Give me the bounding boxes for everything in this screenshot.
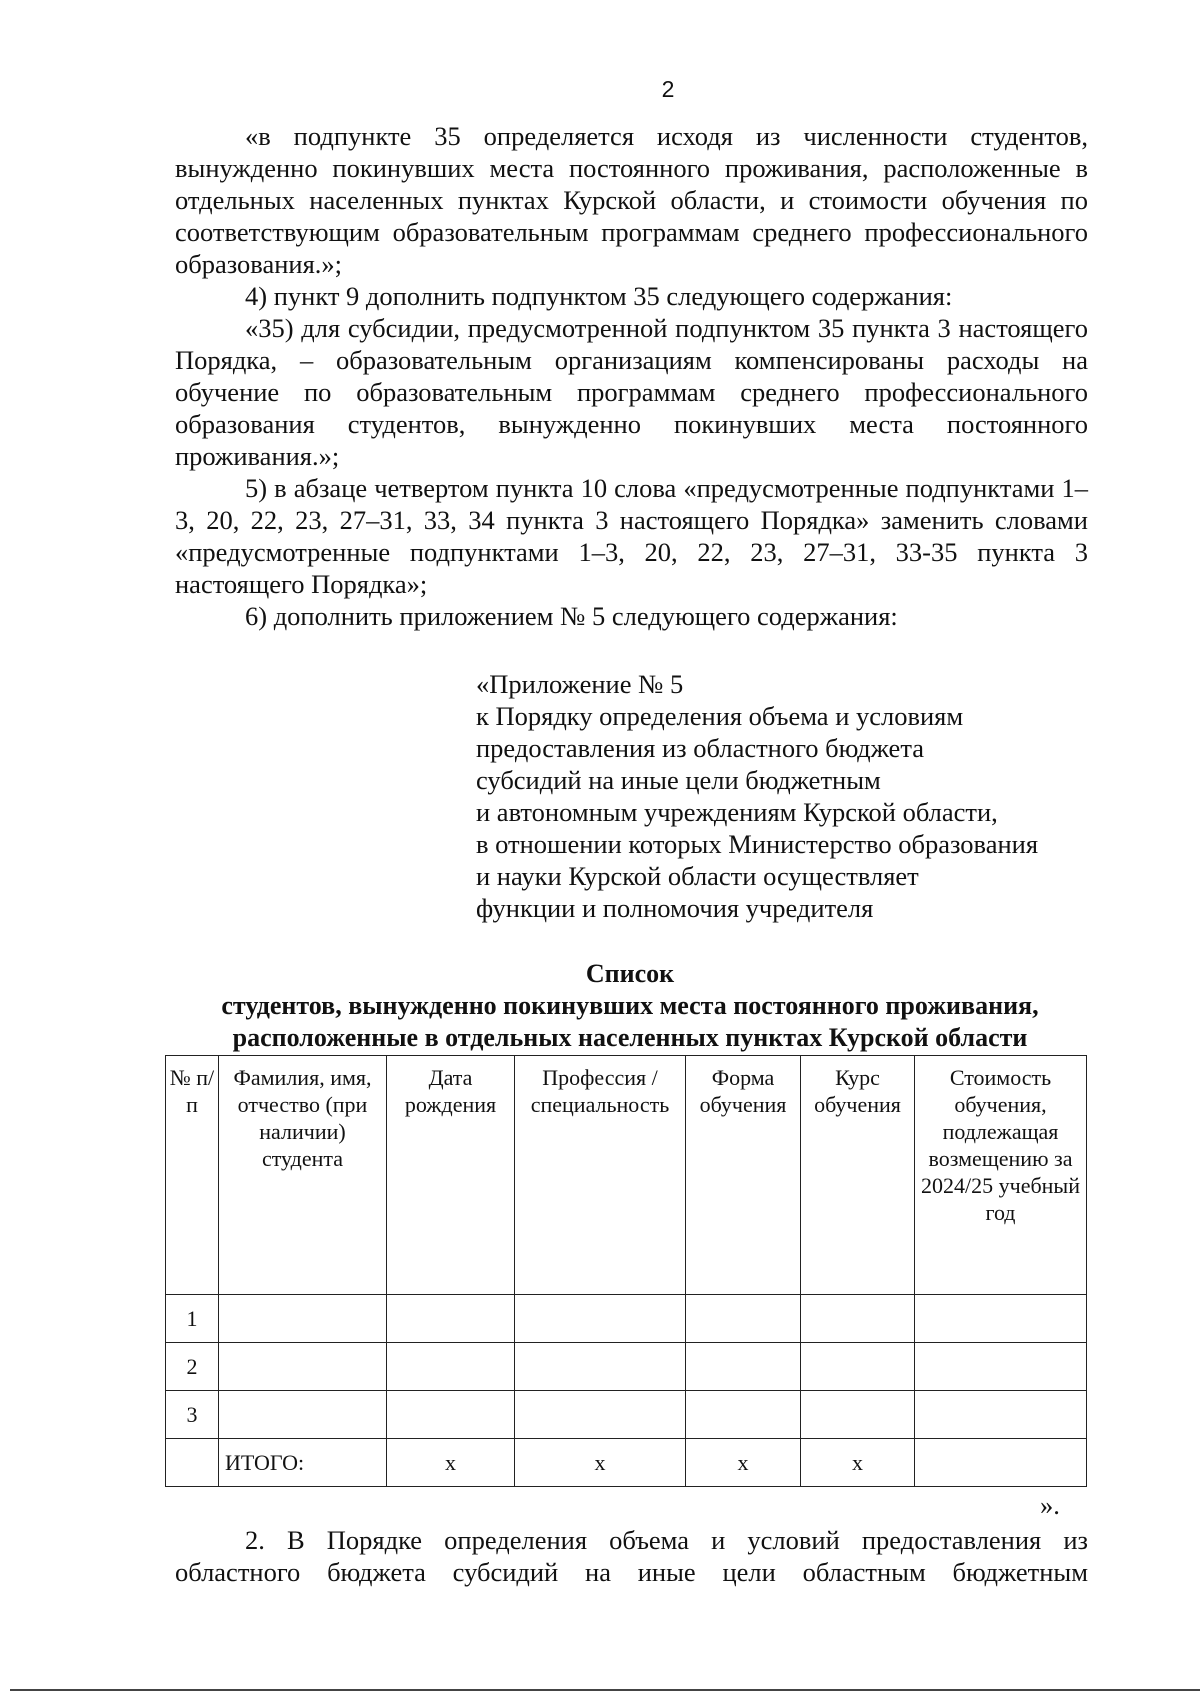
table-cell (686, 1343, 801, 1391)
header-number: № п/п (166, 1056, 219, 1295)
table-row (166, 1391, 1087, 1439)
table-row (166, 1343, 1087, 1391)
page-bottom-rule (10, 1689, 1200, 1691)
appendix-header (476, 668, 1116, 924)
paragraph-section-2: 2. В Порядке определения объема и условий предоставления из областного бюджета субсидий на иные цели областным бюджетным (175, 1525, 1088, 1587)
list-title-line: студентов, вынужденно покинувших места постоянного проживания, (221, 991, 1039, 1020)
table-cell (515, 1343, 686, 1391)
table-cell (166, 1439, 219, 1487)
paragraph-item-5: 5) в абзаце четвертом пункта 10 слова «предусмотренные подпунктами 1–3, 20, 22, 23, 27–31, 33, 34 пункта 3 настоящего Порядка» заменить словами «предусмотренные подпунктами 1–3, 20, 22, 23, 27–31, 33-35 пункта 3 настоящего Порядка»; (175, 473, 1088, 599)
page-number: 2 (661, 76, 675, 102)
table-cell: 3 (166, 1391, 219, 1439)
paragraph-item-4: 4) пункт 9 дополнить подпунктом 35 следующего содержания: (245, 281, 953, 311)
students-table-wrapper (165, 1055, 1086, 1487)
table-cell (219, 1343, 387, 1391)
table-cell (915, 1295, 1087, 1343)
list-title-line: Список (585, 959, 675, 988)
table-header-row (166, 1056, 1087, 1295)
header-full-name: Фамилия, имя, отчество (при наличии) студента (219, 1056, 387, 1295)
list-title-line: расположенные в отдельных населенных пунктах Курской области (232, 1023, 1028, 1052)
header-study-form: Форма обучения (686, 1056, 801, 1295)
paragraph-subitem-35-result: «35) для субсидии, предусмотренной подпунктом 35 пункта 3 настоящего Порядка, – образовательным организациям компенсированы расходы на обучение по образовательным программам среднего профессионального образования студентов, вынужденно покинувших места постоянного проживания.»; (175, 313, 1088, 471)
table-cell: x (686, 1439, 801, 1487)
appendix-line: и науки Курской области осуществляет (476, 861, 919, 891)
table-cell (219, 1295, 387, 1343)
header-cost: Стоимость обучения, подлежащая возмещению за 2024/25 учебный год (915, 1056, 1087, 1295)
table-cell: 2 (166, 1343, 219, 1391)
header-birth-date: Дата рождения (387, 1056, 515, 1295)
table-total-row (166, 1439, 1087, 1487)
appendix-line: предоставления из областного бюджета (476, 733, 924, 763)
table-cell (387, 1391, 515, 1439)
table-cell (686, 1391, 801, 1439)
appendix-line: функции и полномочия учредителя (476, 893, 874, 923)
table-cell: x (387, 1439, 515, 1487)
appendix-line: субсидий на иные цели бюджетным (476, 765, 881, 795)
appendix-line: в отношении которых Министерство образования (476, 829, 1039, 859)
body-text (175, 120, 1088, 632)
final-text (175, 1524, 1088, 1588)
appendix-line: «Приложение № 5 (476, 669, 684, 699)
table-cell (219, 1391, 387, 1439)
table-cell (686, 1295, 801, 1343)
appendix-line: и автономным учреждениям Курской области, (476, 797, 998, 827)
header-course: Курс обучения (801, 1056, 915, 1295)
table-cell (387, 1295, 515, 1343)
table-cell: 1 (166, 1295, 219, 1343)
table-cell (801, 1295, 915, 1343)
list-title (170, 958, 1090, 1054)
table-cell (915, 1343, 1087, 1391)
appendix-line: к Порядку определения объема и условиям (476, 701, 964, 731)
closing-quote: ». (1040, 1490, 1060, 1520)
table-cell (387, 1343, 515, 1391)
table-cell (915, 1391, 1087, 1439)
paragraph-item-6: 6) дополнить приложением № 5 следующего содержания: (245, 601, 898, 631)
table-row (166, 1295, 1087, 1343)
table-cell (801, 1343, 915, 1391)
table-cell (801, 1391, 915, 1439)
table-cell (515, 1295, 686, 1343)
table-cell (915, 1439, 1087, 1487)
students-table (165, 1055, 1087, 1487)
table-cell: x (801, 1439, 915, 1487)
table-cell (515, 1391, 686, 1439)
header-profession: Профессия / специальность (515, 1056, 686, 1295)
paragraph-subitem-35-definition: «в подпункте 35 определяется исходя из численности студентов, вынужденно покинувших места постоянного проживания, расположенные в отдельных населенных пунктах Курской области, и стоимости обучения по соответствующим образовательным программам среднего профессионального образования.»; (175, 121, 1088, 279)
total-label: ИТОГО: (219, 1439, 387, 1487)
table-cell: x (515, 1439, 686, 1487)
